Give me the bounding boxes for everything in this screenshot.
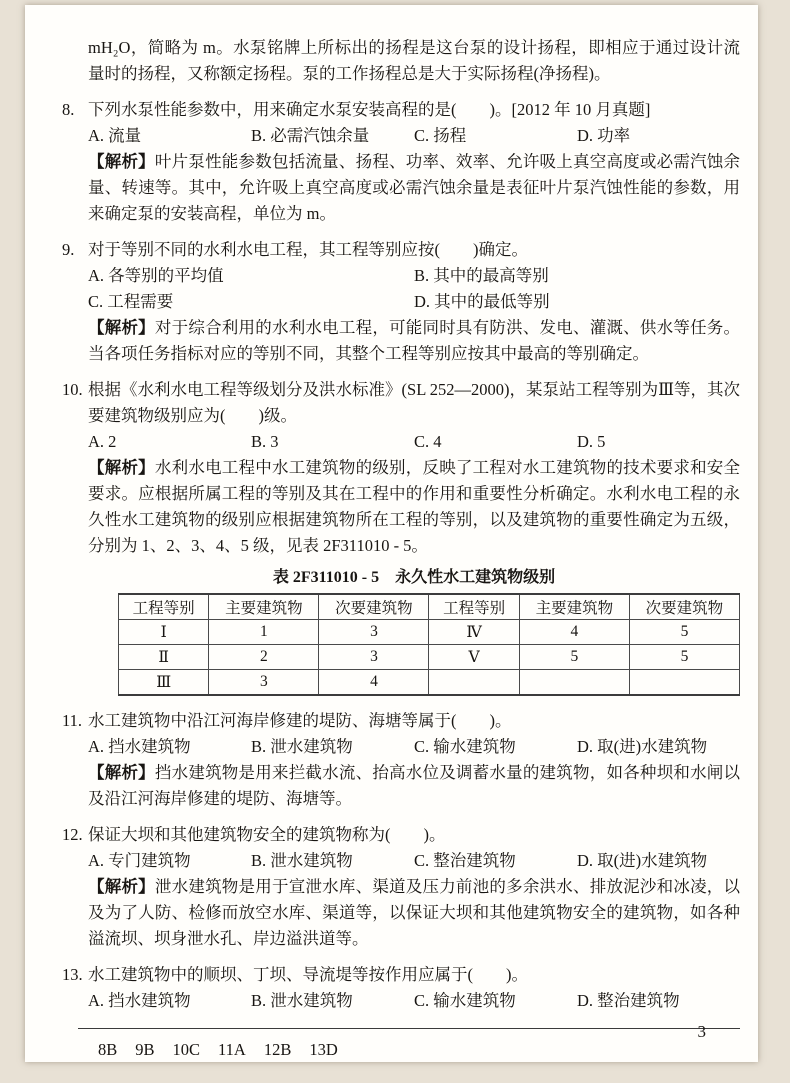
table-cell: 1: [209, 620, 319, 645]
answer-item: 11A: [218, 1040, 246, 1059]
option-b: B. 其中的最高等别: [414, 266, 549, 285]
option-a: A. 挡水建筑物: [88, 737, 191, 756]
question-stem: 下列水泵性能参数中，用来确定水泵安装高程的是( )。[2012 年 10 月真题]: [88, 100, 651, 119]
option-b: B. 泄水建筑物: [251, 737, 353, 756]
option-b: B. 3: [251, 432, 279, 451]
option-c: C. 4: [414, 432, 442, 451]
book-page: [25, 5, 758, 1062]
question-stem: 保证大坝和其他建筑物安全的建筑物称为( )。: [88, 825, 446, 844]
table-header-cell: 主要建筑物: [209, 594, 319, 620]
answer-item: 8B: [98, 1040, 118, 1059]
table-cell: 2: [209, 645, 319, 670]
question-analysis: [88, 874, 740, 952]
table-cell: Ⅴ: [429, 645, 519, 670]
table-header-cell: 主要建筑物: [519, 594, 629, 620]
table-cell: 3: [319, 620, 429, 645]
analysis-label: 【解析】: [88, 318, 155, 337]
question-options: [88, 123, 740, 149]
question-12: [62, 822, 740, 952]
table-cell: [429, 670, 519, 696]
question-8: [62, 97, 740, 227]
question-analysis: [88, 315, 740, 367]
question-analysis: [88, 149, 740, 227]
option-a: A. 挡水建筑物: [88, 991, 191, 1010]
option-b: B. 泄水建筑物: [251, 851, 353, 870]
table-header-cell: 工程等别: [429, 594, 519, 620]
table-header-cell: 次要建筑物: [629, 594, 739, 620]
table-cell: Ⅳ: [429, 620, 519, 645]
option-d: D. 取(进)水建筑物: [577, 851, 708, 870]
table-cell: 3: [319, 645, 429, 670]
option-c: C. 扬程: [414, 126, 467, 145]
option-c: C. 输水建筑物: [414, 991, 516, 1010]
analysis-text: 水利水电工程中水工建筑物的级别，反映了工程对水工建筑物的技术要求和安全要求。应根据所属工程的等别及其在工程中的作用和重要性分析确定。水利水电工程的永久性水工建筑物的级别应根据建筑物所在工程的等别，以及建筑物的重要性确定为五级，分别为 1、2、3、4、5 级，见表 2F311010 - 5。: [88, 458, 741, 555]
analysis-text: 泄水建筑物是用于宣泄水库、渠道及压力前池的多余洪水、排放泥沙和冰凌，以及为了人防、检修而放空水库、渠道等，以保证大坝和其他建筑物安全的建筑物，如各种溢流坝、坝身泄水孔、岸边溢洪道等。: [88, 877, 741, 948]
question-number: 8.: [62, 100, 75, 119]
question-9: [62, 237, 740, 367]
table-title: 表 2F311010 - 5 永久性水工建筑物级别: [272, 569, 556, 586]
answer-item: 9B: [135, 1040, 155, 1059]
question-options: [88, 734, 740, 760]
table-cell: 5: [629, 645, 739, 670]
table-row: [119, 620, 740, 645]
option-d: D. 整治建筑物: [577, 991, 680, 1010]
option-c: C. 整治建筑物: [414, 851, 516, 870]
option-d: D. 5: [577, 432, 606, 451]
table-cell: 5: [519, 645, 629, 670]
grade-table: [118, 593, 740, 696]
table-cell: [629, 670, 739, 696]
table-cell: 4: [319, 670, 429, 696]
table-cell: 5: [629, 620, 739, 645]
table-cell: Ⅰ: [119, 620, 209, 645]
question-stem: 水工建筑物中沿江河海岸修建的堤防、海塘等属于( )。: [88, 711, 512, 730]
page-number: 3: [697, 1022, 706, 1041]
question-options: [88, 429, 740, 455]
option-c: C. 工程需要: [88, 292, 174, 311]
analysis-text: 叶片泵性能参数包括流量、扬程、功率、效率、允许吸上真空高度或必需汽蚀余量、转速等。其中，允许吸上真空高度或必需汽蚀余量是表征叶片泵汽蚀性能的参数，用来确定泵的安装高程，单位为 m。: [88, 152, 741, 223]
table-row: [119, 645, 740, 670]
question-number: 9.: [62, 240, 75, 259]
question-10: [62, 377, 740, 696]
intro-paragraph: mH₂O，简略为 m。水泵铭牌上所标出的扬程是这台泵的设计扬程，即相应于通过设计流量时的扬程，又称额定扬程。泵的工作扬程总是大于实际扬程(净扬程)。: [88, 38, 740, 83]
question-analysis: [88, 760, 740, 812]
option-a: A. 专门建筑物: [88, 851, 191, 870]
option-c: C. 输水建筑物: [414, 737, 516, 756]
question-options: [88, 988, 740, 1014]
table-cell: 3: [209, 670, 319, 696]
option-d: D. 取(进)水建筑物: [577, 737, 708, 756]
answer-item: 12B: [263, 1040, 292, 1059]
option-a: A. 2: [88, 432, 117, 451]
table-cell: [519, 670, 629, 696]
question-number: 11.: [62, 711, 83, 730]
analysis-text: 挡水建筑物是用来拦截水流、抬高水位及调蓄水量的建筑物，如各种坝和水闸以及沿江河海岸修建的堤防、海塘等。: [88, 763, 741, 808]
analysis-label: 【解析】: [88, 877, 155, 896]
question-11: [62, 708, 740, 812]
table-header-row: [119, 594, 740, 620]
option-b: B. 泄水建筑物: [251, 991, 353, 1010]
answer-item: 10C: [172, 1040, 201, 1059]
table-cell: Ⅱ: [119, 645, 209, 670]
table-header-cell: 工程等别: [119, 594, 209, 620]
option-a: A. 各等别的平均值: [88, 266, 224, 285]
answer-item: 13D: [309, 1040, 338, 1059]
analysis-label: 【解析】: [88, 152, 155, 171]
table-cell: Ⅲ: [119, 670, 209, 696]
question-options: [88, 263, 740, 315]
table-cell: 4: [519, 620, 629, 645]
option-b: B. 必需汽蚀余量: [251, 126, 370, 145]
question-number: 12.: [62, 825, 83, 844]
question-number: 13.: [62, 965, 83, 984]
question-analysis: [88, 455, 740, 559]
answer-key: [62, 1029, 740, 1063]
question-stem: 对于等别不同的水利水电工程，其工程等别应按( )确定。: [88, 240, 528, 259]
table-row: [119, 670, 740, 696]
analysis-label: 【解析】: [88, 458, 155, 477]
option-d: D. 其中的最低等别: [414, 292, 550, 311]
question-number: 10.: [62, 380, 83, 399]
question-13: [62, 962, 740, 1014]
table-header-cell: 次要建筑物: [319, 594, 429, 620]
option-d: D. 功率: [577, 126, 631, 145]
question-stem: 根据《水利水电工程等级划分及洪水标准》(SL 252—2000)，某泵站工程等别为Ⅲ等，其次要建筑物级别应为( )级。: [88, 380, 740, 425]
option-a: A. 流量: [88, 126, 142, 145]
analysis-text: 对于综合利用的水利水电工程，可能同时具有防洪、发电、灌溉、供水等任务。当各项任务指标对应的等别不同，其整个工程等别应按其中最高的等别确定。: [88, 318, 741, 363]
question-stem: 水工建筑物中的顺坝、丁坝、导流堤等按作用应属于( )。: [88, 965, 528, 984]
analysis-label: 【解析】: [88, 763, 155, 782]
question-options: [88, 848, 740, 874]
